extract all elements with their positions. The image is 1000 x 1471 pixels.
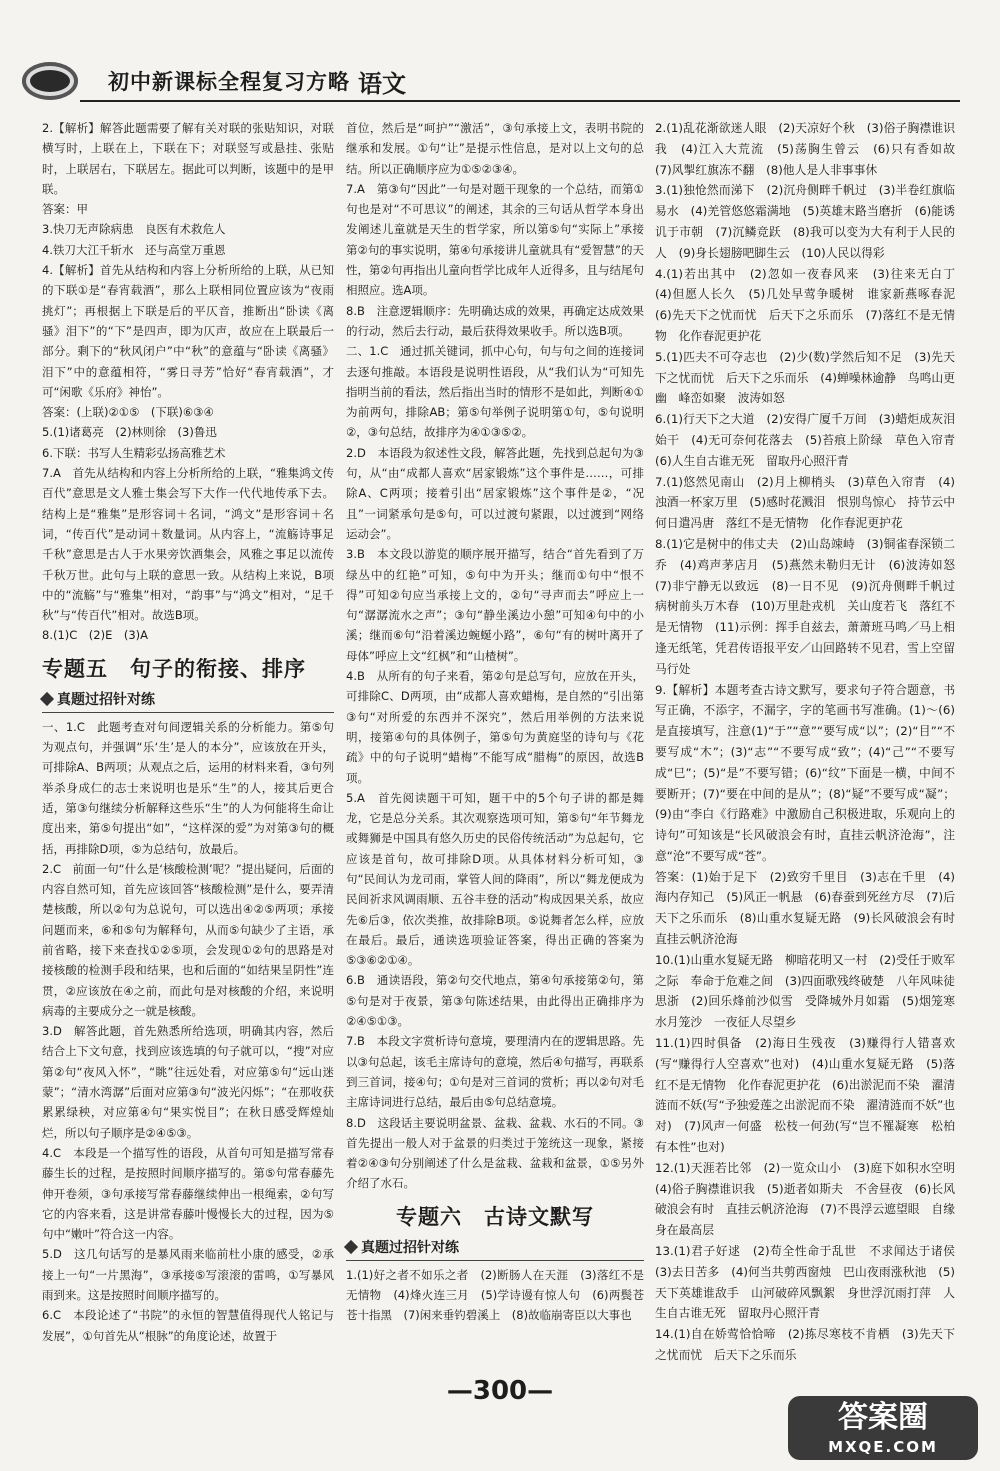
subsection-label: 真题过招针对练 [57, 691, 155, 708]
answer-item: 二、1.C 通过抓关键词，抓中心句，句与句之间的连接词去逐句推敲。本语段是说明性语段，从“我们认为“可知先指明当前的看法，然后指出当时的情形不是如此，判断④①为前两句，排除AB；第⑤句举例子说明第①句，⑤句说明②，③句总结，故排序为④①③⑤②。 [346, 344, 644, 440]
book-title: 初中新课标全程复习方略 [108, 70, 350, 94]
answer-item: 5.(1)诸葛亮 (2)林则徐 (3)鲁迅 [42, 425, 217, 440]
answer-item: 11.(1)四时俱备 (2)海日生残夜 (3)赚得行人错喜欢(写“赚得行人空喜欢”也对) (4)山重水复疑无路 (5)落红不是无情物 化作春泥更护花 (6)出淤泥而不染 濯清涟而不妖(写“予独爱莲之出淤泥而不染 濯清涟而不妖”也对) (7)风声一何盛 松枝一何劲(写“岂不罹凝寒 松柏有本性”也对) [655, 1036, 955, 1155]
answer-item: 4.【解析】首先从结构和内容上分析所给的上联，从已知的下联①是“春宵载酒”，那么上联相同位置应该为“夜雨挑灯”；再根据上下联是后的平仄音，推断出“卧读《离骚》泪下”的“下”是四声，即为仄声，故应在上联最后一部分。剩下的“秋风闭户”中“秋”的意蕴与“卧读《离骚》泪下”中的意蕴相符，“雾日寻芳”恰好“春宵载酒”，才可“闲歌《乐府》神怡”。 [42, 263, 334, 399]
answer-item: 7.A 第③句“因此”一句是对题干现象的一个总结，而第①句也是对“不可思议”的阐述，其余的三句话从哲学本身出发阐述儿童就是天生的哲学家，所以第⑤句“实际上”承接第②句的事实说明，第④句承接讲儿童就具有“爱智慧”的天性，第②句再指出儿童向哲学比成年人近得多，且与结尾句相照应。选A项。 [346, 181, 644, 298]
answer-item: 2.(1)乱花渐欲迷人眼 (2)天凉好个秋 (3)俗子胸襟谁识我 (4)江入大荒流 (5)荡胸生曾云 (6)只有香如故 (7)风掣红旗冻不翻 (8)他人是人非事事休 [655, 121, 967, 177]
watermark-text: 答案圈 [838, 1400, 928, 1435]
answer-item: 8.B 注意逻辑顺序：先明确达成的效果，再确定达成效果的行动，然后去行动，最后获得效果收手。所以选B项。 [346, 303, 644, 338]
answer-item: 答案：(上联)②①⑤ (下联)⑥③④ [42, 405, 214, 420]
answer-item: 8.(1)它是树中的伟丈夫 (2)山岛竦峙 (3)铜雀春深锁二乔 (4)鸡声茅店月 (5)燕然未勒归无计 (6)波涛如怒 (7)非宁静无以致远 (8)一日不见 (9)沉舟侧畔千帆过 病树前头万木春 (10)万里赴戎机 关山度若飞 落红不是无情物 (11)示例：挥手自兹去，萧萧班马鸣／马上相逢无纸笔，凭君传语报平安／山回路转不见君，雪上空留马行处 [655, 536, 967, 676]
answer-item: 6.下联：书写人生精彩弘扬高雅艺术 [42, 445, 226, 460]
answer-item: 13.(1)君子好逑 (2)苟全性命于乱世 不求闻达于诸侯 (3)去日苦多 (4)何当共剪西窗烛 巴山夜雨涨秋池 (5)天下英雄谁敌手 山河破碎风飘絮 身世浮沉雨打萍 人生自古谁无死 留取丹心照汗青 [655, 1244, 967, 1321]
answer-item: 5.D 这几句话写的是暴风雨来临前杜小康的感受，②承接上一句“一片黑海”，③承接⑤写滚滚的雷鸣，①写暴风雨到来。这是按照时间顺序描写的。 [42, 1247, 334, 1303]
answer-item: 7.B 本段文字赏析诗句意境，要理清内在的逻辑思路。先以③句总起，该毛主席诗句的意境，然后④句描写，再联系到三首词，接④句；①句是对三首词的赏析；再以②句对毛主席诗词进行总结，最后由⑤句总结意境。 [346, 1034, 644, 1110]
answer-item: 14.(1)自在娇莺恰恰啼 (2)拣尽寒枝不肯栖 (3)先天下之忧而忧 后天下之乐而乐 [655, 1327, 955, 1363]
page-header [0, 0, 1000, 112]
answer-item: 2.【解析】解答此题需要了解有关对联的张贴知识，对联横写时，上联在上，下联在下；对联竖写或悬挂、张贴时，上联居右，下联居左。据此可以判断，该题中的是甲联。 [42, 121, 334, 196]
answer-item: 3.(1)独怆然而涕下 (2)沉舟侧畔千帆过 (3)半卷红旗临易水 (4)羌管悠悠霜满地 (5)英雄末路当磨折 (6)能诱讥于市朝 (7)沉鳞竞跃 (8)我可以变为大有利于人民的人 (9)身长翅膀吧脚生云 (10)人民以得彩 [655, 183, 955, 260]
answer-item: 10.(1)山重水复疑无路 柳暗花明又一村 (2)受任于败军之际 奉命于危难之间 (3)四面歌残终破楚 八年风味徒思浙 (2)回乐烽前沙似雪 受降城外月如霜 (5)烟笼寒水月笼沙 一夜征人尽望乡 [655, 952, 955, 1030]
answer-item: 2.D 本语段为叙述性文段，解答此题，先找到总起句为③句，从“由“成都人喜欢“居家锻炼”这个事件是……，可排除A、C两项；接着引出“居家锻炼”这个事件是②，“况且”一词紧承句是⑤句，可以过渡句紧跟，以过渡到“网络运动会”。 [346, 445, 644, 541]
page-number: —300— [446, 1376, 554, 1406]
answer-item: 12.(1)天涯若比邻 (2)一览众山小 (3)庭下如积水空明 (4)俗子胸襟谁识我 (5)逝者如斯夫 不舍昼夜 (6)长风破浪会有时 直挂云帆济沧海 (7)不畏浮云遮望眼 自缘身在最高层 [655, 1160, 967, 1238]
answer-item: 6.B 通读语段，第②句交代地点，第④句承接第②句，第⑤句是对于夜景，第③句陈述结果，由此得出正确排序为②④⑤①③。 [346, 973, 644, 1029]
answer-item: 首位，然后是“呵护”“激活”，③句承接上文，表明书院的继承和发展。①句“让”是提示性信息，是对以上文句的总结。所以正确顺序应为①⑤②③④。 [346, 121, 644, 176]
subject-label: 语文 [358, 70, 406, 98]
answer-item: 4.铁刀大江千斩水 还与高堂万重恩 [42, 242, 226, 257]
answer-item: 3.D 解答此题，首先熟悉所给选项，明确其内容，然后结合上下文句意，找到应该选填的句子就可以，“搜”对应第②句“夜风入怀”，“眺”往远处看，对应第⑤句“远山迷蒙”；“清水湾潺”后面对应第③句“波光闪烁”；“在那收获累累绿秧，对应第④句“果实悦目”；在秋日感受辉煌灿烂，所以句子顺序是②④⑤③。 [42, 1024, 334, 1140]
column-middle [346, 118, 644, 1326]
answer-item: 答案：(1)始于足下 (2)致穷千里目 (3)志在千里 (4)海内存知己 (5)风正一帆悬 (6)春蚕到死丝方尽 (7)后天下之乐而乐 (8)山重水复疑无路 (9)长风破浪会有时 直挂云帆济沧海 [655, 869, 967, 947]
subsection-label: 真题过招针对练 [361, 1239, 459, 1256]
column-left [42, 118, 334, 1346]
watermark-logo [788, 1396, 978, 1460]
answer-item: 3.B 本文段以游览的顺序展开描写，结合“首先看到了万绿丛中的红艳”可知，⑤句中为开头；继而①句中“恨不得”可知②句应当承接上文的，②句“寻声而去”呼应上一句“潺潺流水之声”；③句“静坐溪边小憩”可知④句中的小溪；继而⑥句“沿着溪边蜿蜒小路”，⑥句“有的树叶离开了母体”呼应上文“红枫”和“山楂树”。 [346, 547, 644, 663]
header-divider [80, 100, 960, 102]
answer-item: 7.A 首先从结构和内容上分析所给的上联，“雅集鸿文传百代”意思是文人雅士集会写下大作一代代地传承下去。结构上是“雅集”是形容词＋名词，“鸿文”是形容词＋名词，“传百代”是动词＋数量词。从内容上，“流觞诗事足千秋”意思是古人于水果旁饮酒集会，风雅之事足以流传千秋万世。此句与上联的意思一致。从结构上来说，B项中的“流觞”与“雅集”相对，“韵事”与“鸿文”相对，“足千秋”与“传百代”相对。故选B项。 [42, 466, 334, 623]
section-heading-5: 专题五 句子的衔接、排序 [42, 656, 306, 681]
section-heading-6: 专题六 古诗文默写 [396, 1204, 594, 1229]
answer-item: 6.(1)行天下之大道 (2)安得广厦千万间 (3)蜡炬成灰泪始干 (4)无可奈何花落去 (5)苔痕上阶绿 草色入帘青 (6)人生自古谁无死 留取丹心照汗青 [655, 412, 967, 468]
answer-item: 3.快刀无声除病患 良医有术救危人 [42, 222, 226, 237]
answer-item: 8.D 这段话主要说明盆景、盆栽、盆栽、水石的不同。③首先提出一般人对于盆景的归类过于笼统这一现象，紧接着②④③句分别阐述了什么是盆栽、盆栽和盆景，①⑤另外介绍了水石。 [346, 1115, 644, 1191]
answer-item: 6.C 本段论述了“书院”的永恒的智慧值得现代人铭记与发展”，①句首先从“根脉”的角度论述，故置于 [42, 1308, 334, 1343]
answer-item: 9.【解析】本题考查古诗文默写，要求句子符合题意，书写正确，不添字，不漏字，字的笔画书写准确。(1)～(6)是直接填写，注意(1)“于”“意”“要写成“以”；(2)“目”“不要写成“木”；(3)“志”“不要写成“致”；(4)“己”“不要写成“巳”；(5)“是”不要写错；(6)“纹”下面是一横，中间不要断开；(7)“要在中间的是从”；(8)“疑”不要写成“凝”；(9)由“李白《行路难》中激励自己积极进取，乐观向上的诗句”可知该是“长风破浪会有时，直挂云帆济沧海”，注意“沧”不要写成“苍”。 [655, 682, 955, 863]
answer-item: 一、1.C 此题考查对句间逻辑关系的分析能力。第⑤句为观点句，并强调“乐‘生’是人的本分”，应该放在开头，可排除A、B两项；从观点之后，运用的材料来看，③句列举杀身成仁的志士来说明也是乐“生”的人，接其后更合适，第③句继续分析解释这些乐“生”的人为何能将生命让度出来，第⑤句提出“如”，“这样深的爱”为对第③句的概括，再排除D项，⑤为总结句，放最后。 [42, 719, 334, 856]
answer-item: 7.(1)悠然见南山 (2)月上柳梢头 (3)草色入帘青 (4)浊酒一杯家万里 (5)感时花溅泪 恨别鸟惊心 持节云中 何日遣冯唐 落红不是无情物 化作春泥更护花 [655, 474, 967, 531]
answer-item: 4.C 本段是一个描写性的语段，从首句可知是描写常春藤生长的过程，是按照时间顺序描写的。第⑤句常春藤先伸开卷须，③句承接写常春藤继续伸出一根绳索，②句写它的内容来看，这是讲常春藤叶慢慢长大的过程，因为⑤句中“嫩叶”符合这一内容。 [42, 1145, 334, 1242]
answer-item: 4.(1)若出其中 (2)忽如一夜春风来 (3)往来无白丁 (4)但愿人长久 (5)几处早莺争暖树 谁家新燕啄春泥 (6)先天下之忧而忧 后天下之乐而乐 (7)落红不是无情物 化作春泥更护花 [655, 266, 967, 343]
diamond-icon [344, 1240, 358, 1254]
subsection-bar [42, 688, 334, 713]
answer-item: 8.(1)C (2)E (3)A [42, 628, 149, 643]
watermark-domain: MXQE.COM [828, 1438, 938, 1456]
answer-item: 5.(1)匹夫不可夺志也 (2)少(数)学然后知不足 (3)先天下之忧而忧 后天下之乐而乐 (4)蝉噪林逾静 鸟鸣山更幽 峰峦如聚 波涛如怒 [655, 349, 955, 406]
book-logo-icon [22, 62, 78, 100]
answer-item: 2.C 前面一句“什么是‘核酸检测’呢？”提出疑问，后面的内容自然可知，首先应该回答“核酸检测”是什么，要弄清楚核酸，所以②句为总说句，可以选出④②⑤两项；承接问题而来，⑥和⑤句为解释句，从而⑤句缺少了主语，承前省略，接下来查找①②⑤项，会发现①②句的思路是对接核酸的检测手段和结果，也和后面的“如结果呈阴性”连贯，②应该放在④之前，而此句是对核酸的介绍，来说明病毒的主要成分之一就是核酸。 [42, 861, 334, 1018]
diamond-icon [40, 692, 54, 706]
answer-item: 5.A 首先阅读题干可知，题干中的5个句子讲的都是舞龙，它是总分关系。其次观察选项可知，第⑤句“年节舞龙或舞狮是中国具有悠久历史的民俗传统活动”为总起句，它应该是首句，故可排除D项。从具体材料分析可知，③句“民间认为龙司雨，掌管人间的降雨”，所以“舞龙便成为民间祈求风调雨顺、五谷丰登的活动”构成因果关系，故应先⑥后③，依次类推，故排除B项。⑤说舞者怎么样，应放在最后。最后，通读选项验证答案，得出正确的答案为⑤③⑥②①④。 [346, 790, 644, 968]
answer-item: 4.B 从所有的句子来看，第②句是总写句，应放在开头，可排除C、D两项，由“成都人喜欢蜡梅，是自然的“引出第③句“对所爱的东西并不深究”，然后用举例的方法来说明，接第④句的具体例子，第⑤句为黄庭坚的诗句与《花疏》中的句子说明“蜡梅”不能写成“腊梅”的原因，故选B项。 [346, 669, 644, 785]
column-right [655, 118, 967, 1366]
answer-item: 答案：甲 [42, 202, 88, 217]
answer-item: 1.(1)好之者不如乐之者 (2)断肠人在天涯 (3)落红不是无情物 (4)烽火连三月 (5)学诗谩有惊人句 (6)两鬓苍苍十指黑 (7)闲来垂钓碧溪上 (8)故临崩寄臣以大事也 [346, 1267, 644, 1323]
subsection-bar [346, 1236, 644, 1261]
